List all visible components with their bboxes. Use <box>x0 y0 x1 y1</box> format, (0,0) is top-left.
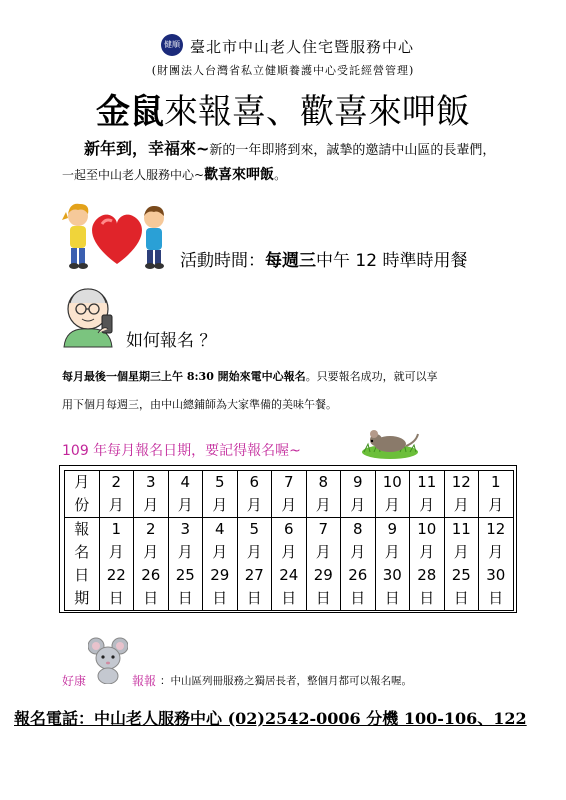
activity-time <box>180 246 467 271</box>
table-cell: 10 月 <box>375 471 410 518</box>
mouse-on-grass-illustration <box>360 424 420 460</box>
table-cell: 3 月 <box>134 471 169 518</box>
bonus-label-a: 好康 <box>62 674 87 688</box>
table-cell: 4 月 29 日 <box>203 518 238 611</box>
org-name: 臺北市中山老人住宅暨服務中心 <box>190 38 415 56</box>
table-cell: 2 月 <box>99 471 134 518</box>
table-cell: 12 月 30 日 <box>479 518 514 611</box>
table-cell: 6 月 24 日 <box>272 518 307 611</box>
intro-line1-rest: 新的一年即將到來，誠摯的邀請中山區的長輩們， <box>209 143 496 158</box>
table-row <box>65 518 514 611</box>
table-cell: 2 月 26 日 <box>134 518 169 611</box>
intro-line2-emph: 歡喜來呷飯 <box>204 167 275 183</box>
intro-greeting: 新年到，幸福來~ <box>84 139 210 158</box>
schedule-table-frame <box>59 465 517 613</box>
table-cell: 9 月 <box>341 471 376 518</box>
howto-line1-bold: 每月最後一個星期三上午 8:30 開始來電中心報名 <box>62 370 306 383</box>
table-row <box>65 471 514 518</box>
title-bold-part: 金鼠 <box>96 92 164 132</box>
table-cell: 報 名 日 期 <box>65 518 100 611</box>
title-rest: 來報喜、歡喜來呷飯 <box>164 92 470 132</box>
table-cell: 7 月 29 日 <box>306 518 341 611</box>
table-cell: 5 月 27 日 <box>237 518 272 611</box>
kids-heart-illustration <box>62 198 172 270</box>
intro-line2-end: 。 <box>274 168 287 182</box>
intro-line-2 <box>62 164 286 184</box>
org-subtitle: (財團法人台灣省私立健順養護中心受託經營管理) <box>151 64 415 77</box>
howto-line1-rest: 。只要報名成功，就可以享 <box>305 370 438 383</box>
table-cell: 7 月 <box>272 471 307 518</box>
page-title <box>0 84 566 133</box>
grey-mouse-illustration <box>88 636 128 684</box>
table-cell: 11 月 25 日 <box>444 518 479 611</box>
table-cell: 8 月 <box>306 471 341 518</box>
registration-phone: 報名電話：中山老人服務中心 (02)2542-0006 分機 100-106、122 <box>14 709 527 728</box>
activity-rest: 中午 12 時準時用餐 <box>316 251 468 271</box>
org-logo: 健順 <box>161 34 183 56</box>
activity-label: 活動時間： <box>180 251 265 271</box>
schedule-table <box>64 470 514 611</box>
howto-title: 如何報名 ？ <box>126 331 217 351</box>
table-cell: 11 月 <box>410 471 445 518</box>
bonus-text: ：中山區列冊服務之獨居長者，整個月都可以報名喔。 <box>160 675 412 687</box>
table-cell: 12 月 <box>444 471 479 518</box>
table-cell: 1 月 22 日 <box>99 518 134 611</box>
table-cell: 9 月 30 日 <box>375 518 410 611</box>
bonus-label-b: 報報 <box>132 674 157 688</box>
table-cell: 5 月 <box>203 471 238 518</box>
elder-phone-illustration <box>60 285 122 350</box>
table-cell: 6 月 <box>237 471 272 518</box>
intro-line-1 <box>84 136 495 159</box>
intro-line2-start: 一起至中山老人服務中心~ <box>62 168 205 182</box>
table-cell: 4 月 <box>168 471 203 518</box>
table-cell: 10 月 28 日 <box>410 518 445 611</box>
table-cell: 月 份 <box>65 471 100 518</box>
table-cell: 3 月 25 日 <box>168 518 203 611</box>
howto-line-2: 用下個月每週三，由中山總鋪師為大家準備的美味午餐。 <box>62 398 337 411</box>
schedule-heading: 109 年每月報名日期，要記得報名喔~ <box>62 443 301 459</box>
activity-emph: 每週三 <box>265 251 316 271</box>
table-cell: 8 月 26 日 <box>341 518 376 611</box>
howto-line-1 <box>62 368 438 384</box>
table-cell: 1 月 <box>479 471 514 518</box>
